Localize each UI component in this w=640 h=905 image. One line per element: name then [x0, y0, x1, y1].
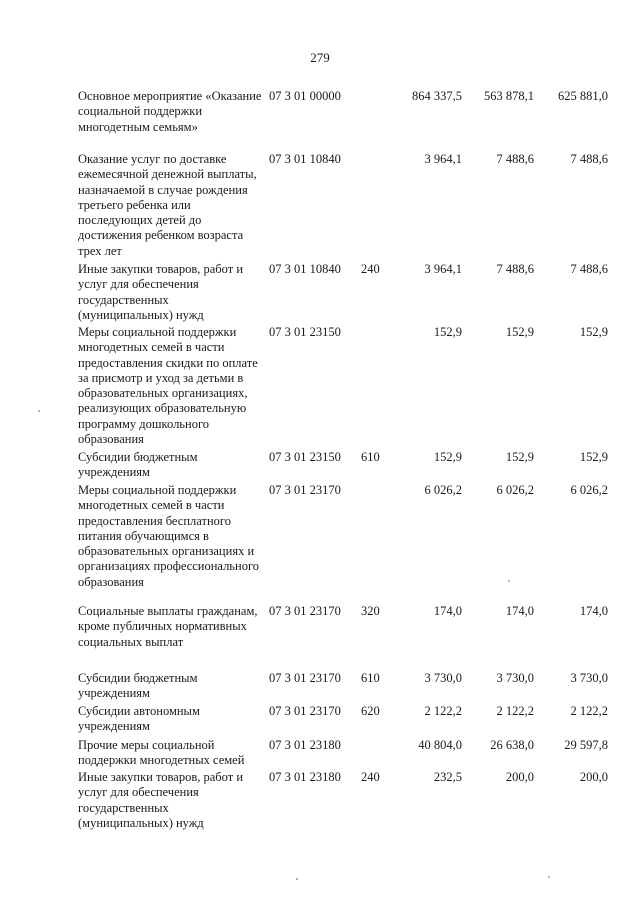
- row-code: 07 3 01 23150: [269, 450, 341, 464]
- row-name: Оказание услуг по доставке ежемесячной денежной выплаты, назначаемой в случае рождения третьего ребенка или последующих детей до достижения ребенком возраста трех лет: [78, 152, 257, 258]
- row-amount-year-2: 26 638,0: [490, 738, 534, 752]
- row-amount-year-1: 864 337,5: [412, 89, 462, 103]
- row-amount-year-3: 6 026,2: [570, 483, 608, 497]
- scan-speck: [548, 876, 550, 878]
- row-amount-year-1: 152,9: [433, 325, 462, 339]
- scan-speck: [296, 878, 298, 880]
- row-code: 07 3 01 23180: [269, 770, 341, 784]
- row-expense-type: 320: [361, 604, 380, 618]
- row-name: Субсидии бюджетным учреждениям: [78, 450, 198, 480]
- row-name: Субсидии автономным учреждениям: [78, 704, 200, 734]
- row-amount-year-1: 152,9: [433, 450, 462, 464]
- row-code: 07 3 01 23170: [269, 671, 341, 685]
- row-code: 07 3 01 23170: [269, 704, 341, 718]
- row-amount-year-2: 152,9: [505, 325, 534, 339]
- row-code: 07 3 01 00000: [269, 89, 341, 103]
- row-amount-year-1: 3 730,0: [424, 671, 462, 685]
- row-name: Субсидии бюджетным учреждениям: [78, 671, 198, 701]
- row-amount-year-1: 40 804,0: [418, 738, 462, 752]
- row-name: Иные закупки товаров, работ и услуг для обеспечения государственных (муниципальных) нужд: [78, 770, 244, 830]
- row-amount-year-1: 6 026,2: [424, 483, 462, 497]
- row-amount-year-1: 3 964,1: [424, 152, 462, 166]
- row-amount-year-1: 3 964,1: [424, 262, 462, 276]
- row-name: Социальные выплаты гражданам, кроме публичных нормативных социальных выплат: [78, 604, 258, 649]
- row-amount-year-2: 152,9: [505, 450, 534, 464]
- row-amount-year-2: 563 878,1: [484, 89, 534, 103]
- row-expense-type: 620: [361, 704, 380, 718]
- row-name: Прочие меры социальной поддержки многодетных семей: [78, 738, 245, 768]
- row-amount-year-3: 3 730,0: [570, 671, 608, 685]
- row-code: 07 3 01 23170: [269, 483, 341, 497]
- row-amount-year-3: 29 597,8: [564, 738, 608, 752]
- row-code: 07 3 01 10840: [269, 262, 341, 276]
- row-name: Меры социальной поддержки многодетных семей в части предоставления бесплатного питания обучающимся в образовательных организациях и организациях профессионального образования: [78, 483, 260, 589]
- row-name: Меры социальной поддержки многодетных семей в части предоставления скидки по оплате за присмотр и уход за детьми в образовательных организациях, реализующих образовательную программу дошкольного образования: [78, 325, 258, 447]
- row-code: 07 3 01 23170: [269, 604, 341, 618]
- row-amount-year-3: 7 488,6: [570, 262, 608, 276]
- scan-speck: [38, 410, 40, 412]
- row-amount-year-3: 625 881,0: [558, 89, 608, 103]
- row-amount-year-1: 232,5: [433, 770, 462, 784]
- row-code: 07 3 01 23150: [269, 325, 341, 339]
- row-amount-year-3: 200,0: [579, 770, 608, 784]
- row-amount-year-2: 7 488,6: [496, 262, 534, 276]
- row-name: Иные закупки товаров, работ и услуг для обеспечения государственных (муниципальных) нужд: [78, 262, 244, 322]
- row-name: Основное мероприятие «Оказание социальной поддержки многодетным семьям»: [78, 89, 262, 134]
- row-amount-year-3: 152,9: [579, 450, 608, 464]
- row-amount-year-2: 200,0: [505, 770, 534, 784]
- row-expense-type: 240: [361, 262, 380, 276]
- row-expense-type: 240: [361, 770, 380, 784]
- row-amount-year-3: 7 488,6: [570, 152, 608, 166]
- row-code: 07 3 01 23180: [269, 738, 341, 752]
- row-expense-type: 610: [361, 450, 380, 464]
- row-amount-year-2: 3 730,0: [496, 671, 534, 685]
- row-amount-year-3: 152,9: [579, 325, 608, 339]
- row-amount-year-2: 2 122,2: [496, 704, 534, 718]
- scan-speck: [508, 580, 510, 582]
- row-code: 07 3 01 10840: [269, 152, 341, 166]
- row-amount-year-1: 2 122,2: [424, 704, 462, 718]
- row-expense-type: 610: [361, 671, 380, 685]
- page-number: 279: [310, 50, 330, 65]
- row-amount-year-3: 2 122,2: [570, 704, 608, 718]
- row-amount-year-1: 174,0: [433, 604, 462, 618]
- row-amount-year-2: 6 026,2: [496, 483, 534, 497]
- row-amount-year-2: 174,0: [505, 604, 534, 618]
- row-amount-year-3: 174,0: [579, 604, 608, 618]
- row-amount-year-2: 7 488,6: [496, 152, 534, 166]
